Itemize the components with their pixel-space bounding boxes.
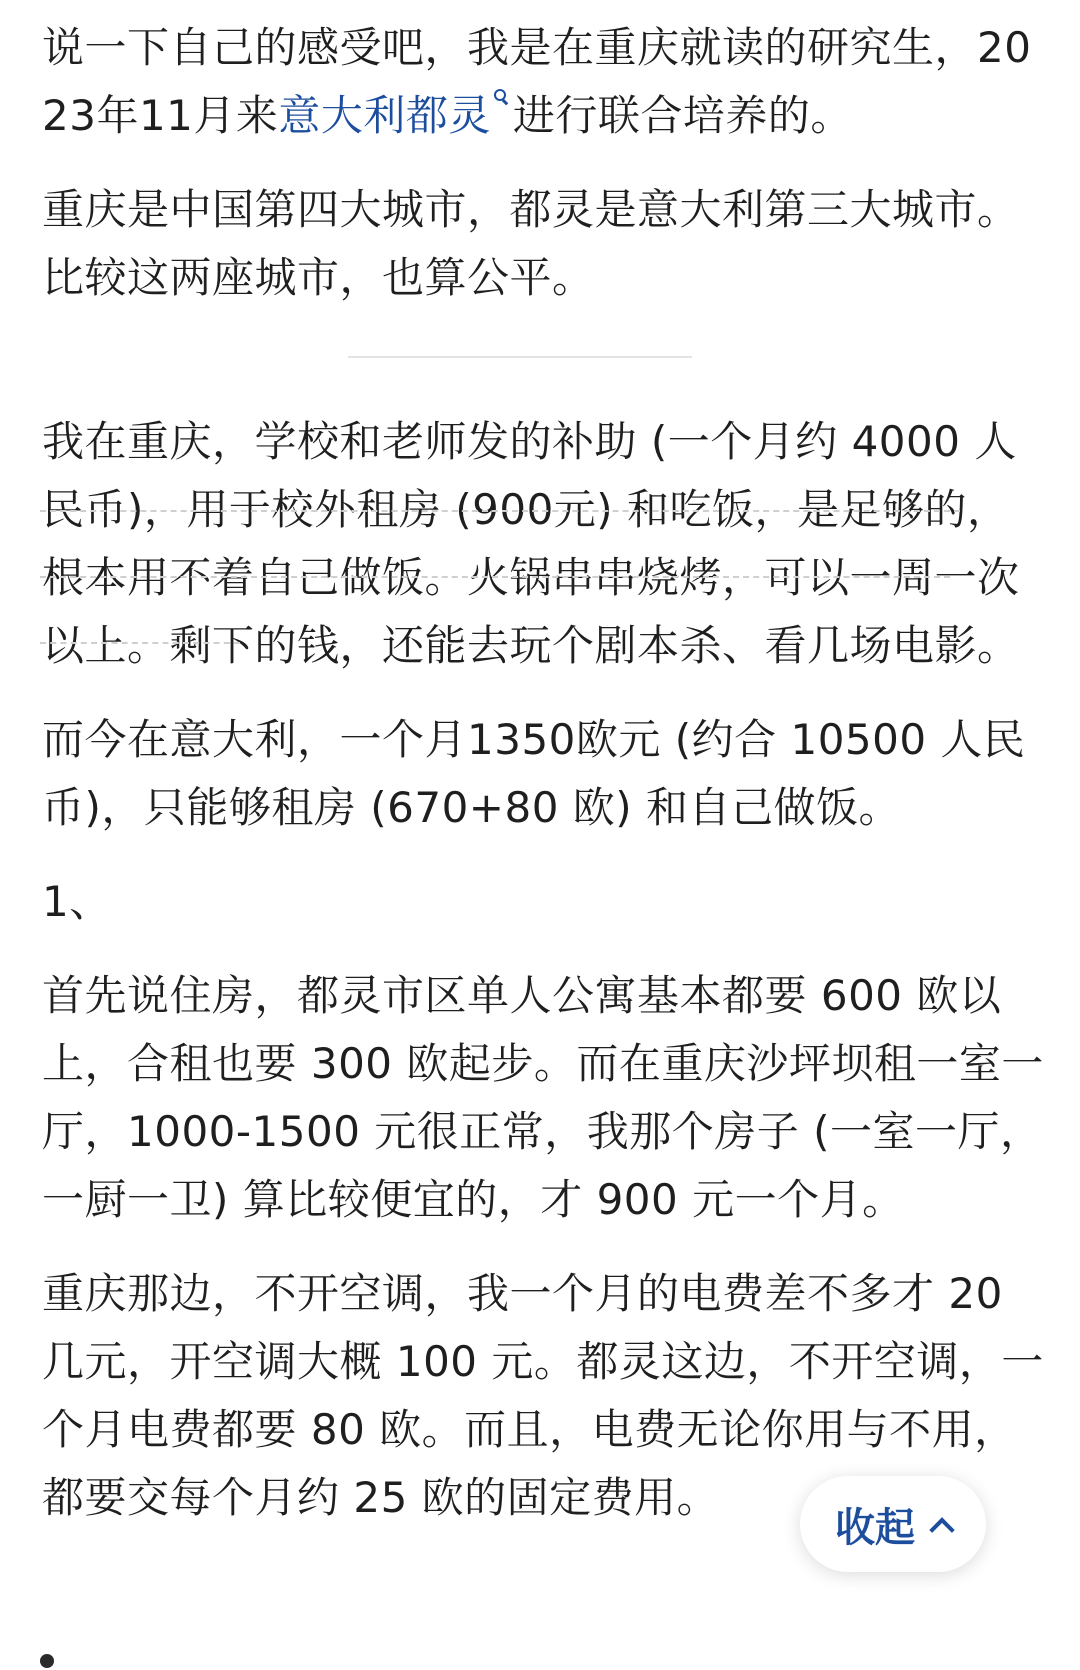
section-divider xyxy=(348,356,692,358)
collapse-button[interactable] xyxy=(800,1476,986,1572)
paragraph-city-compare: 重庆是中国第四大城市，都灵是意大利第三大城市。比较这两座城市，也算公平。 xyxy=(42,185,1020,302)
intro-text-end: 进行联合培养的。 xyxy=(512,91,853,140)
paragraph-number: 1、 xyxy=(42,877,112,926)
bullet-dot xyxy=(40,1654,54,1668)
search-icon[interactable] xyxy=(493,88,509,110)
highlight-underline xyxy=(40,510,960,512)
intro-text: 说一下自己的感受吧，我是在重庆就读的研究生，2023年11月来 xyxy=(42,23,1032,140)
highlight-underline xyxy=(40,642,240,644)
chevron-up-icon xyxy=(929,1517,954,1542)
answer-content xyxy=(42,14,1052,1558)
paragraph-electricity: 重庆那边，不开空调，我一个月的电费差不多才 20 几元，开空调大概 100 元。都灵这边，不开空调，一个月电费都要 80 欧。而且，电费无论你用与不用，都要交每个月约 25 欧的固定费用。 xyxy=(42,1269,1044,1522)
keyword-link-turin[interactable]: 意大利都灵 xyxy=(278,91,491,140)
highlight-underline xyxy=(40,576,950,578)
paragraph-chongqing-allowance: 我在重庆，学校和老师发的补助 (一个月约 4000 人民币)，用于校外租房 (900元) 和吃饭，是足够的，根本用不着自己做饭。火锅串串烧烤，可以一周一次以上。剩下的钱，还能去玩个剧本杀、看几场电影。 xyxy=(42,417,1020,670)
paragraph-intro xyxy=(42,14,1052,150)
paragraph-italy-allowance: 而今在意大利，一个月1350欧元 (约合 10500 人民币)，只能够租房 (670+80 欧) 和自己做饭。 xyxy=(42,715,1026,832)
paragraph-housing: 首先说住房，都灵市区单人公寓基本都要 600 欧以上，合租也要 300 欧起步。而在重庆沙坪坝租一室一厅，1000-1500 元很正常，我那个房子 (一室一厅，一厨一卫) 算比较便宜的，才 900 元一个月。 xyxy=(42,971,1044,1224)
collapse-label: 收起 xyxy=(835,1504,915,1551)
